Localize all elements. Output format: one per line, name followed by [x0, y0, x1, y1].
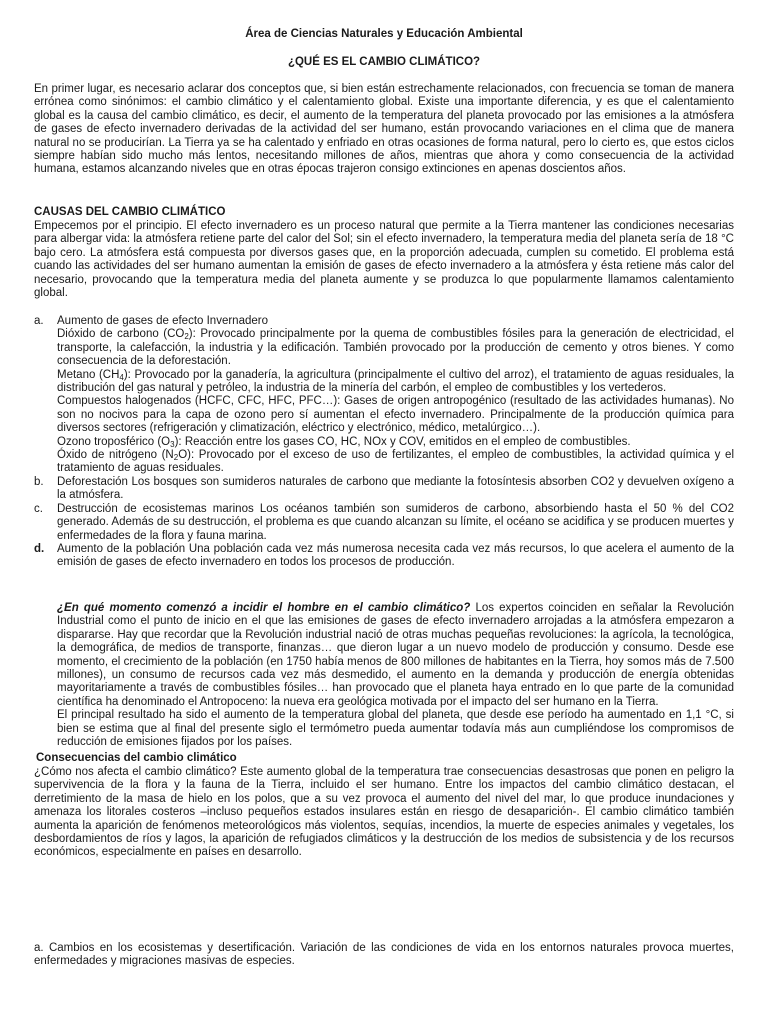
human-impact-section	[57, 602, 734, 749]
list-marker: c.	[34, 502, 43, 515]
list-item-title: Aumento de gases de efecto Invernadero	[57, 315, 268, 327]
list-item-d	[34, 543, 734, 570]
causes-list	[34, 315, 734, 570]
gas-co2: Dióxido de carbono $(CO_2)$: Provocado principalmente por la quema de combustibles fósiles para la generación de electricidad, el transporte, la calefacción, la industria y la edificación. También provocado por la producción de cemento y otros bienes. Y como consecuencia de la deforestación.	[57, 328, 734, 368]
human-impact-question: ¿En qué momento comenzó a incidir el hombre en el cambio climático?	[57, 602, 471, 614]
consequences-paragraph: ¿Cómo nos afecta el cambio climático? Este aumento global de la temperatura trae consecuencias desastrosas que ponen en peligro la supervivencia de la flora y la fauna de la Tierra, incluido el ser humano. Entre los impactos del cambio climático destacan, el derretimiento de la masa de hielo en los polos, que a su vez provoca el aumento del nivel del mar, lo que produce inundaciones y amenaza los litorales costeros –incluso pequeños estados insulares están en riesgo de desaparición-. El cambio climático también aumenta la aparición de fenómenos meteorológicos más violentos, sequías, incendios, la muerte de especies animales y vegetales, los desbordamientos de ríos y lagos, la aparición de refugiados climáticos y la destrucción de los medios de subsistencia y de los recursos económicos, especialmente en países en desarrollo.	[34, 766, 734, 859]
causes-paragraph: Empecemos por el principio. El efecto invernadero es un proceso natural que permite a la Tierra mantener las condiciones necesarias para albergar vida: la atmósfera retiene parte del calor del Sol; sin el efecto invernadero, la temperatura media del planeta sería de 18 °C bajo cero. La atmósfera está compuesta por diversos gases que, en la proporción adecuada, cumplen su cometido. El problema está cuando las actividades del ser humano aumentan la emisión de gases de efecto invernadero a la atmósfera y ésta retiene más calor del necesario, provocando que la temperatura media del planeta aumente y se produzca lo que popularmente llamamos calentamiento global.	[34, 220, 734, 300]
list-item-a	[34, 315, 734, 476]
gas-ch4: Metano $(CH_4)$: Provocado por la ganadería, la agricultura (principalmente el cultivo del arroz), el tratamiento de aguas residuales, la distribución del gas natural y petróleo, la industria de la minería del carbón, el empleo de combustibles y los vertederos.	[57, 368, 734, 395]
list-item-text: Deforestación Los bosques son sumideros naturales de carbono que mediante la fotosíntesis absorben CO2 y devuelven oxígeno a la atmósfera.	[57, 475, 734, 502]
list-marker: a.	[34, 315, 44, 327]
list-item-text: Destrucción de ecosistemas marinos Los océanos también son sumideros de carbono, absorbiendo hasta el 50 % del CO2 generado. Además de su destrucción, el problema es que cuando alcanzan su límite, el océano se acidifica y se producen muertes y enfermedades de la flora y fauna marina.	[57, 502, 734, 542]
page-title: ¿QUÉ ES EL CAMBIO CLIMÁTICO?	[287, 56, 481, 68]
consequence-item-a: a. Cambios en los ecosistemas y desertificación. Variación de las condiciones de vida en los entornos naturales provoca muertes, enfermedades y migraciones masivas de especies.	[34, 942, 734, 968]
list-item-b	[34, 476, 734, 503]
area-header: Área de Ciencias Naturales y Educación Ambiental	[245, 28, 523, 40]
list-item-c	[34, 503, 734, 543]
intro-paragraph: En primer lugar, es necesario aclarar dos conceptos que, si bien están estrechamente relacionados, con frecuencia se toman de manera errónea como sinónimos: el cambio climático y el calentamiento global. Existe una importante diferencia, y es que el calentamiento global es la causa del cambio climático, es decir, el aumento de la temperatura del planeta provocado por las emisiones a la atmósfera de gases de efecto invernadero derivadas de la actividad del ser humano, están provocando variaciones en el clima que de manera natural no se producirían. La Tierra ya se ha calentado y enfriado en otras ocasiones de forma natural, pero lo cierto es, que estos ciclos siempre habían sido mucho más lentos, necesitando millones de años, mientras que ahora y como consecuencia de la actividad humana, estamos alcanzando niveles que en otras épocas trajeron consigo extinciones en apenas doscientos años.	[34, 83, 734, 176]
result-paragraph: El principal resultado ha sido el aumento de la temperatura global del planeta, que desde ese período ha aumentado en 1,1 °C, si bien se estima que al final del presente siglo el termómetro pueda aumentar todavía más aun cumpliéndose los compromisos de reducción de emisiones fijados por los países.	[57, 709, 734, 749]
list-item-text: Aumento de la población Una población cada vez más numerosa necesita cada vez más recursos, lo que acelera el aumento de la emisión de gases de efecto invernadero en todos los procesos de producción.	[57, 542, 734, 569]
causes-heading: CAUSAS DEL CAMBIO CLIMÁTICO	[34, 206, 226, 218]
list-marker: b.	[34, 475, 44, 488]
gas-o3: Ozono troposférico $(O_3)$: Reacción entre los gases CO, HC, NOx y COV, emitidos en el empleo de combustibles.	[57, 435, 631, 449]
human-impact-paragraph: ¿En qué momento comenzó a incidir el hombre en el cambio climático? Los expertos coinciden en señalar la Revolución Industrial como el punto de inicio en el que las emisiones de gases de efecto invernadero arrojadas a la atmósfera empezaron a dispararse. Hay que recordar que la Revolución industrial nació de otras muchas pequeñas revoluciones: la agrícola, la tecnológica, la demográfica, de medios de transporte, finanzas… que dieron lugar a un nuevo modelo de producción y consumo. Desde ese momento, el crecimiento de la población (en 1750 había menos de 800 millones de habitantes en la Tierra, hoy somos más de 7.500 millones), un consumo de recursos cada vez más desmedido, el aumento en la demanda y producción de energía obtenidas mayoritariamente a través de combustibles fósiles… han provocado que el planeta haya entrado en lo que parte de la comunidad científica ha denominado el Antropoceno: la nueva era geológica motivada por el impacto del ser humano en la Tierra.	[57, 602, 734, 708]
list-marker: d.	[34, 542, 45, 555]
gas-n2o: Óxido de nitrógeno $(N_2O)$: Provocado por el exceso de uso de fertilizantes, el empleo de combustibles, la actividad química y el tratamiento de aguas residuales.	[57, 449, 734, 475]
consequences-heading: Consecuencias del cambio climático	[36, 752, 237, 764]
gas-halogenated: Compuestos halogenados (HCFC, CFC, HFC, PFC…): Gases de origen antropogénico (resultado de las actividades humanas). No son no nocivos para la capa de ozono pero sí aumentan el efecto invernadero. Principalmente de la producción química para diversos sectores (refrigeración y climatización, eléctrico y electrónico, médico, metalúrgico…).	[57, 395, 734, 435]
